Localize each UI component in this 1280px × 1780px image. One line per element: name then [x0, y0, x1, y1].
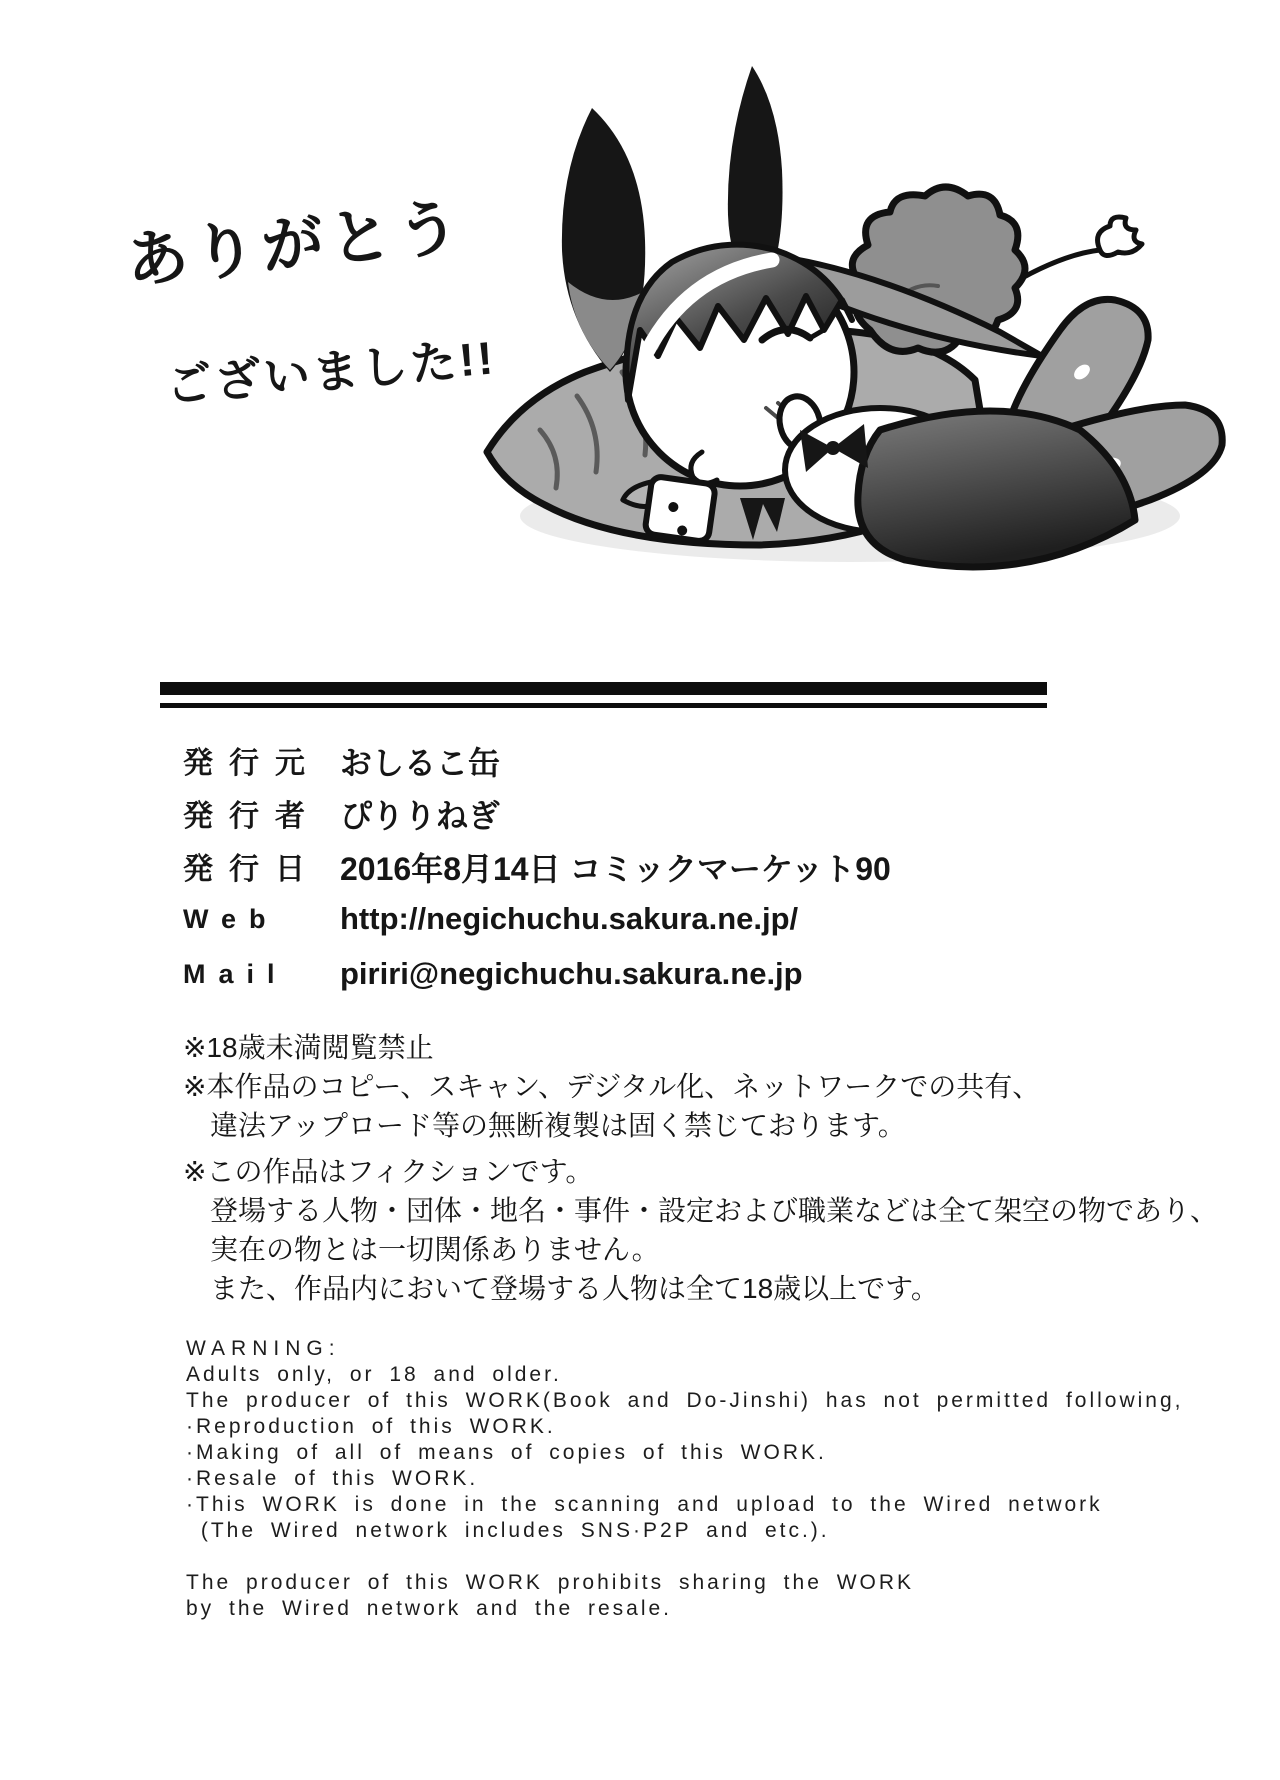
warning-blank-line: [186, 1544, 1184, 1570]
warning-line: ·This WORK is done in the scanning and upload to the Wired network: [186, 1493, 1103, 1516]
warning-line: by the Wired network and the resale.: [186, 1597, 673, 1620]
section-divider: [160, 682, 1047, 708]
thanks-message-line2: ございました!!: [163, 331, 498, 412]
fiction-disclaimer-notice: [183, 1152, 1218, 1308]
divider-thin-rule: [160, 703, 1047, 708]
issue-date-value: 2016年8月14日 コミックマーケット90: [340, 851, 891, 887]
sigh-puff: [1022, 217, 1142, 278]
english-warning-block: [186, 1336, 1184, 1622]
warning-line: ·Reproduction of this WORK.: [186, 1415, 556, 1438]
web-label: Web: [183, 904, 279, 934]
author-label: 発行者: [183, 800, 321, 833]
warning-line: Adults only, or 18 and older.: [186, 1363, 562, 1386]
notice-line: ※18歳未満閲覧禁止: [183, 1032, 434, 1063]
notice-line: 違法アップロード等の無断複製は固く禁じております。: [210, 1110, 906, 1141]
notice-line: ※この作品はフィクションです。: [183, 1156, 594, 1187]
row-issue-date: [183, 844, 891, 897]
row-author: [183, 791, 891, 844]
age-restriction-notice: [183, 1028, 1040, 1145]
mail-label: Mail: [183, 959, 288, 989]
warning-line: The producer of this WORK(Book and Do-Jinshi) has not permitted following,: [186, 1389, 1184, 1412]
web-url: http://negichuchu.sakura.ne.jp/: [340, 901, 799, 936]
divider-thick-rule: [160, 682, 1047, 695]
row-publisher: [183, 738, 891, 791]
author-value: ぴりりねぎ: [340, 798, 501, 834]
warning-title: WARNING:: [186, 1337, 341, 1360]
notice-line: 登場する人物・団体・地名・事件・設定および職業などは全て架空の物であり、: [210, 1195, 1219, 1226]
issue-date-label: 発行日: [183, 853, 321, 886]
warning-line: The producer of this WORK prohibits sharing the WORK: [186, 1571, 915, 1594]
row-web: [183, 901, 891, 952]
warning-line: ·Resale of this WORK.: [186, 1467, 479, 1490]
thanks-message-line1: ありがとう: [123, 192, 469, 297]
publisher-label: 発行元: [183, 747, 321, 780]
warning-line: (The Wired network includes SNS·P2P and etc.).: [186, 1519, 830, 1542]
publisher-value: おしるこ缶: [340, 745, 501, 781]
notice-line: また、作品内において登場する人物は全て18歳以上です。: [210, 1273, 939, 1304]
bunny-girl-carrot-illustration: [0, 0, 1280, 620]
row-mail: [183, 956, 891, 1007]
notice-line: ※本作品のコピー、スキャン、デジタル化、ネットワークでの共有、: [183, 1071, 1041, 1102]
colophon-table: [183, 738, 891, 1007]
warning-line: ·Making of all of means of copies of this WORK.: [186, 1441, 827, 1464]
notice-line: 実在の物とは一切関係ありません。: [210, 1234, 660, 1265]
mail-address: piriri@negichuchu.sakura.ne.jp: [340, 956, 803, 991]
